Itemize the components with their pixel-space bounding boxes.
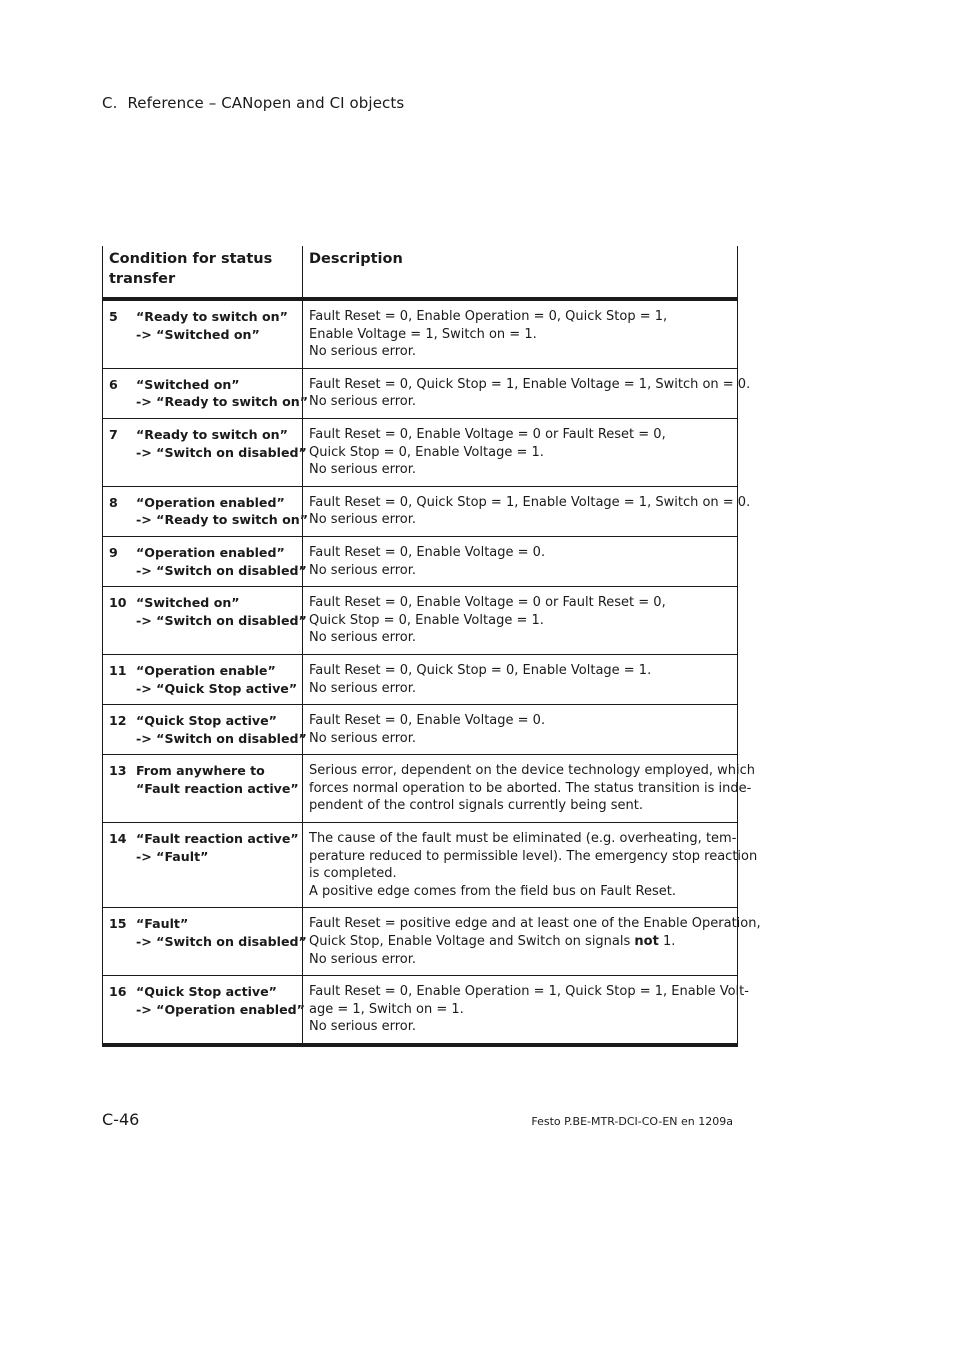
description-line: No serious error. — [309, 730, 417, 746]
description-line: No serious error. — [309, 951, 417, 967]
condition-line: “Ready to switch on” — [136, 426, 288, 442]
description-cell — [303, 368, 751, 418]
condition-line: “Operation enabled” — [136, 494, 285, 510]
condition-cell — [103, 486, 309, 536]
description-line: Quick Stop = 0, Enable Voltage = 1. — [309, 444, 544, 460]
condition-line: -> “Switch on disabled” — [136, 562, 307, 578]
condition-cell — [103, 823, 303, 908]
row-number: 15 — [109, 916, 127, 932]
description-cell — [303, 418, 738, 486]
table-row — [103, 823, 738, 908]
condition-cell — [103, 587, 307, 655]
condition-line: “Fault” — [136, 916, 189, 932]
description-line: Fault Reset = 0, Enable Voltage = 0. — [309, 544, 546, 560]
table-row — [103, 299, 738, 368]
chapter-label: C. — [102, 94, 118, 112]
row-number: 7 — [109, 426, 118, 442]
description-line: Fault Reset = 0, Enable Operation = 0, Quick Stop = 1, — [309, 309, 668, 324]
row-number: 14 — [109, 831, 127, 847]
description-line: Fault Reset = 0, Quick Stop = 1, Enable Voltage = 1, Switch on = 0. — [309, 376, 751, 392]
condition-line: “Fault reaction active” — [136, 780, 299, 796]
description-text: 1. — [658, 934, 676, 950]
condition-cell — [103, 536, 307, 586]
condition-line: “Fault reaction active” — [136, 831, 299, 847]
description-line: Fault Reset = 0, Quick Stop = 0, Enable Voltage = 1. — [309, 662, 652, 678]
table-row — [103, 908, 738, 976]
description-line: A positive edge comes from the field bus on Fault Reset. — [309, 883, 676, 899]
description-line: Fault Reset = positive edge and at least one of the Enable Operation, — [309, 916, 761, 932]
condition-line: “Operation enable” — [136, 662, 276, 678]
condition-cell — [103, 705, 307, 755]
description-line: Serious error, dependent on the device technology employed, which — [309, 763, 755, 779]
condition-line: From anywhere to — [136, 763, 265, 779]
description-cell — [303, 299, 738, 368]
condition-line: -> “Operation enabled” — [136, 1001, 305, 1017]
condition-line: “Switched on” — [136, 595, 240, 611]
description-line: No serious error. — [309, 1019, 417, 1035]
condition-line: -> “Switch on disabled” — [136, 934, 307, 950]
table-row — [103, 368, 738, 418]
running-header — [102, 94, 404, 112]
condition-cell — [103, 299, 303, 368]
condition-line: -> “Switch on disabled” — [136, 730, 307, 746]
description-line: perature reduced to permissible level). The emergency stop reaction — [309, 848, 758, 864]
description-line: Fault Reset = 0, Enable Voltage = 0 or Fault Reset = 0, — [309, 595, 666, 611]
description-line: is completed. — [309, 866, 397, 882]
page-number: C-46 — [102, 1110, 140, 1129]
column-header-condition: Condition for status transfer — [103, 246, 303, 299]
table-row — [103, 755, 738, 823]
description-line: Fault Reset = 0, Enable Operation = 1, Quick Stop = 1, Enable Volt- — [309, 984, 749, 1000]
description-text: Quick Stop, Enable Voltage and Switch on signals — [309, 934, 635, 950]
condition-line: -> “Ready to switch on” — [136, 394, 309, 410]
row-number: 10 — [109, 595, 127, 611]
row-number: 6 — [109, 376, 118, 392]
description-line: Fault Reset = 0, Quick Stop = 1, Enable Voltage = 1, Switch on = 0. — [309, 494, 751, 510]
description-line: Enable Voltage = 1, Switch on = 1. — [309, 326, 537, 342]
description-line: Fault Reset = 0, Enable Voltage = 0 or Fault Reset = 0, — [309, 426, 666, 442]
description-cell — [303, 823, 758, 908]
description-line: No serious error. — [309, 562, 417, 578]
condition-line: “Quick Stop active” — [136, 713, 277, 729]
condition-line: “Quick Stop active” — [136, 984, 277, 1000]
document-reference: Festo P.BE-MTR-DCI-CO-EN en 1209a — [531, 1115, 733, 1128]
condition-line: -> “Switch on disabled” — [136, 444, 307, 460]
description-cell — [303, 755, 755, 823]
table-row — [103, 418, 738, 486]
chapter-title: Reference – CANopen and CI objects — [127, 94, 405, 112]
condition-line: -> “Switched on” — [136, 326, 260, 342]
description-line: No serious error. — [309, 344, 417, 360]
description-line: forces normal operation to be aborted. The status transition is inde- — [309, 780, 752, 796]
description-line: The cause of the fault must be eliminated (e.g. overheating, tem- — [309, 831, 737, 847]
row-number: 8 — [109, 494, 118, 510]
condition-cell — [103, 368, 309, 418]
condition-cell — [103, 654, 303, 704]
status-transfer-table — [102, 246, 761, 1047]
row-number: 5 — [109, 309, 118, 324]
condition-line: -> “Fault” — [136, 848, 209, 864]
column-header-description: Description — [303, 246, 738, 299]
condition-line: “Ready to switch on” — [136, 309, 288, 324]
description-line: No serious error. — [309, 462, 417, 478]
description-line: No serious error. — [309, 394, 417, 410]
description-line: No serious error. — [309, 512, 417, 528]
row-number: 11 — [109, 662, 127, 678]
condition-line: -> “Quick Stop active” — [136, 680, 298, 696]
table-header-row — [103, 246, 738, 299]
row-number: 13 — [109, 763, 127, 779]
description-line: No serious error. — [309, 680, 417, 696]
description-cell — [303, 908, 761, 976]
table-row — [103, 705, 738, 755]
table-row — [103, 536, 738, 586]
description-cell — [303, 486, 751, 536]
condition-cell — [103, 755, 303, 823]
condition-line: -> “Switch on disabled” — [136, 612, 307, 628]
description-line: pendent of the control signals currently being sent. — [309, 798, 643, 814]
row-number: 12 — [109, 713, 127, 729]
condition-line: “Operation enabled” — [136, 544, 285, 560]
table-row — [103, 486, 738, 536]
condition-cell — [103, 908, 307, 976]
condition-line: “Switched on” — [136, 376, 240, 392]
description-cell — [303, 654, 738, 704]
condition-line: -> “Ready to switch on” — [136, 512, 309, 528]
description-cell — [303, 976, 749, 1045]
description-line: No serious error. — [309, 630, 417, 646]
condition-cell — [103, 418, 307, 486]
description-line: Quick Stop = 0, Enable Voltage = 1. — [309, 612, 544, 628]
row-number: 9 — [109, 544, 118, 560]
table-row — [103, 587, 738, 655]
description-line: age = 1, Switch on = 1. — [309, 1001, 464, 1017]
table-row — [103, 976, 738, 1045]
description-cell — [303, 587, 738, 655]
condition-cell — [103, 976, 303, 1045]
description-cell — [303, 536, 738, 586]
description-line — [309, 933, 731, 951]
description-cell — [303, 705, 738, 755]
description-line: Fault Reset = 0, Enable Voltage = 0. — [309, 713, 546, 729]
row-number: 16 — [109, 984, 127, 1000]
emphasis-not: not — [634, 934, 659, 950]
table-row — [103, 654, 738, 704]
